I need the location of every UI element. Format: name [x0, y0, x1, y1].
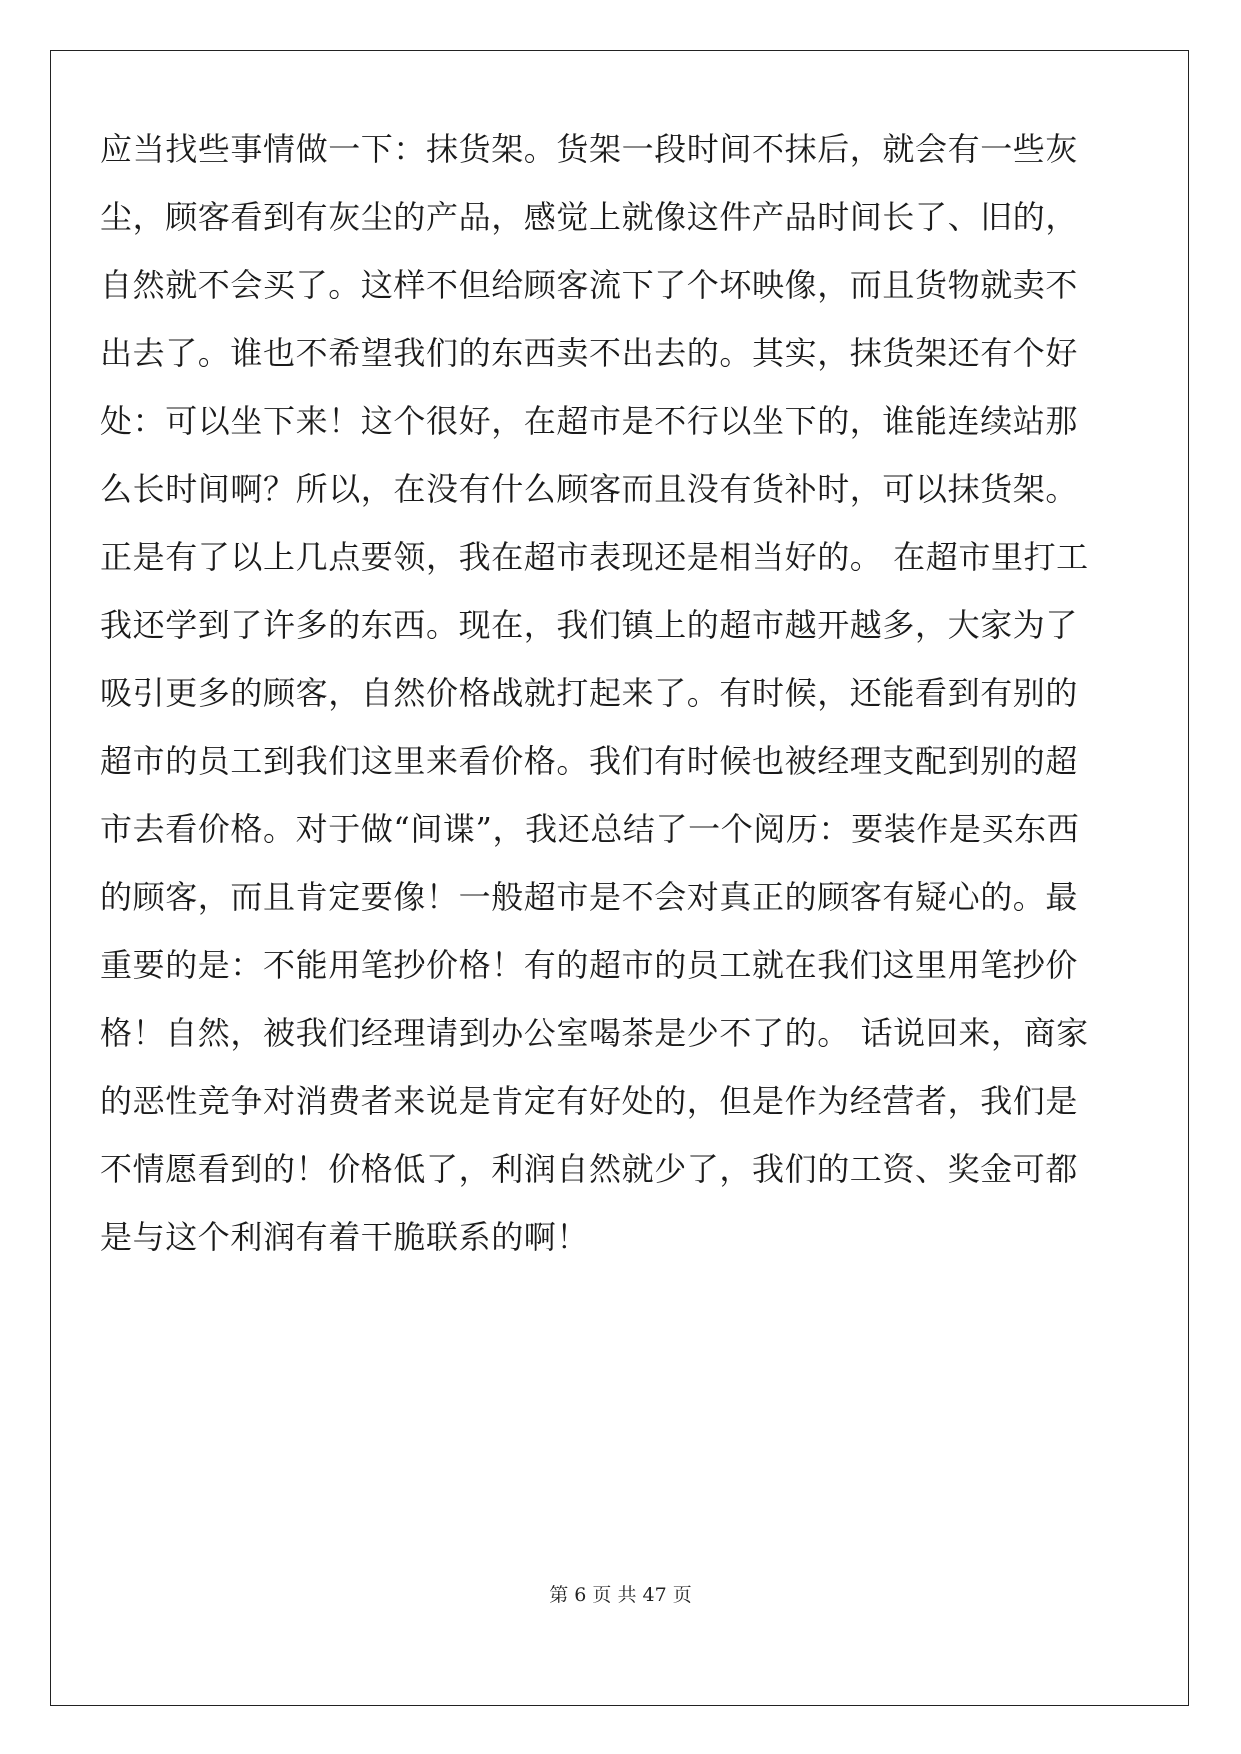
text-line: 重要的是：不能用笔抄价格！有的超市的员工就在我们这里用笔抄价 — [100, 946, 1079, 984]
text-line: 正是有了以上几点要领，我在超市表现还是相当好的。 在超市里打工 — [100, 538, 1089, 576]
page-number-footer: 第 6 页 共 47 页 — [549, 1584, 692, 1606]
text-line: 的顾客，而且肯定要像！一般超市是不会对真正的顾客有疑心的。最 — [100, 878, 1079, 916]
text-line: 我还学到了许多的东西。现在，我们镇上的超市越开越多，大家为了 — [100, 606, 1079, 644]
text-line: 自然就不会买了。这样不但给顾客流下了个坏映像，而且货物就卖不 — [100, 266, 1079, 304]
text-line: 么长时间啊？所以，在没有什么顾客而且没有货补时，可以抹货架。 — [100, 470, 1079, 508]
text-line: 处：可以坐下来！这个很好，在超市是不行以坐下的，谁能连续站那 — [100, 402, 1079, 440]
text-line: 不情愿看到的！价格低了，利润自然就少了，我们的工资、奖金可都 — [100, 1150, 1079, 1188]
text-line: 的恶性竞争对消费者来说是肯定有好处的，但是作为经营者，我们是 — [100, 1082, 1079, 1120]
text-line: 尘，顾客看到有灰尘的产品，感觉上就像这件产品时间长了、旧的， — [100, 198, 1079, 236]
text-line: 超市的员工到我们这里来看价格。我们有时候也被经理支配到别的超 — [100, 742, 1079, 780]
text-line: 出去了。谁也不希望我们的东西卖不出去的。其实，抹货架还有个好 — [100, 334, 1079, 372]
document-body — [100, 115, 1090, 1271]
text-line: 是与这个利润有着干脆联系的啊！ — [100, 1218, 590, 1256]
text-line: 格！自然，被我们经理请到办公室喝茶是少不了的。 话说回来，商家 — [100, 1014, 1089, 1052]
text-line: 市去看价格。对于做“间谍”，我还总结了一个阅历：要装作是买东西 — [100, 810, 1080, 848]
text-line: 应当找些事情做一下：抹货架。货架一段时间不抹后，就会有一些灰 — [100, 130, 1079, 168]
text-line: 吸引更多的顾客，自然价格战就打起来了。有时候，还能看到有别的 — [100, 674, 1079, 712]
